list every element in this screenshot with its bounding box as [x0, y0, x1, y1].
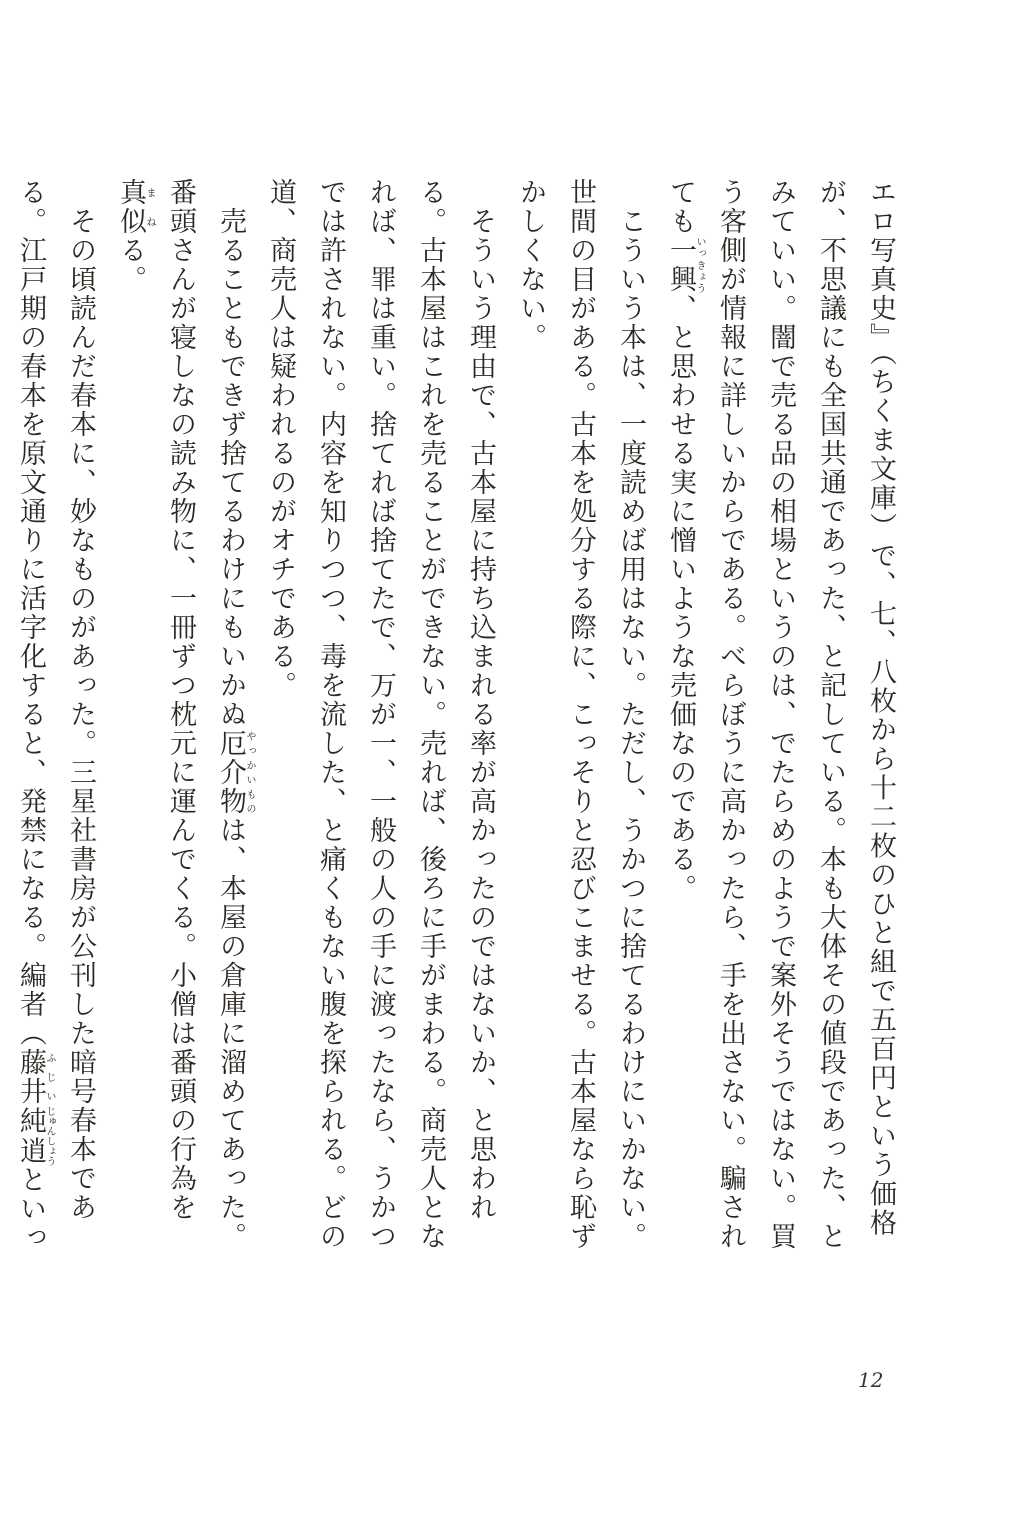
text-run: 、と思わせる実に憎いような売価なのである。	[665, 294, 696, 903]
paragraph	[255, 178, 505, 1278]
paragraph	[505, 178, 655, 1278]
text-run: は、本屋の倉庫に溜めてあった。番頭さんが寝しなの読み物に、一冊ずつ枕元に運んでくる。小僧は番頭の行為を	[165, 178, 246, 1251]
ruby-base: 藤井	[15, 1048, 46, 1106]
ruby-word	[115, 178, 155, 236]
text-run: そういう理由で、古本屋に持ち込まれる率が高かったのではないか、と思われる。古本屋はこれを売ることができない。売れば、後ろに手がまわる。商売人となれば、罪は重い。捨てれば捨てたで、万が一、一般の人の手に渡ったなら、うかつでは許されない。内容を知りつつ、毒を流した、と痛くもない腹を探られる。どの道、商売人は疑われるのがオチである。	[265, 178, 496, 1251]
text-run: こういう本は、一度読めば用はない。ただし、うかつに捨てるわけにいかない。世間の目がある。古本を処分する際に、こっそりと忍びこませる。古本屋なら恥ずかしくない。	[515, 178, 646, 1251]
furigana: ふじい	[44, 1048, 55, 1106]
ruby-base: 厄介物	[215, 729, 246, 816]
text-run: 売ることもできず捨てるわけにもいかぬ	[215, 178, 246, 729]
furigana: じゅんしょう	[44, 1106, 55, 1166]
vertical-text-body	[0, 178, 905, 1278]
ruby-word	[665, 236, 705, 294]
ruby-word	[15, 1048, 55, 1106]
paragraph	[105, 178, 255, 1278]
ruby-word	[215, 729, 255, 816]
furigana: やっかいもの	[244, 729, 255, 816]
ruby-base: 真似	[115, 178, 146, 236]
ruby-word	[15, 1106, 55, 1166]
paragraph	[0, 178, 105, 1278]
ruby-base: 一興	[665, 236, 696, 294]
paragraph	[655, 178, 905, 1278]
text-run: といっ	[15, 1165, 46, 1253]
page-number: 12	[858, 1368, 884, 1392]
furigana: いっきょう	[694, 236, 705, 294]
ruby-base: 純逍	[15, 1106, 46, 1166]
text-run: エロ写真史』（ちくま文庫）で、七、八枚から十二枚のひと組で五百円という価格が、不思議にも全国共通であった、と記している。本も大体その値段であった、とみていい。闇で売る品の相場というのは、でたらめのようで案外そうではない。買う客側が情報に詳しいからである。べらぼうに高かったら、手を出さない。騙されても	[665, 178, 896, 1251]
furigana: まね	[144, 178, 155, 236]
text-run: る。	[115, 236, 146, 294]
text-run: その頃読んだ春本に、妙なものがあった。三星社書房が公刊した暗号春本である。江戸期の春本を原文通りに活字化すると、発禁になる。編者（	[15, 178, 96, 1222]
